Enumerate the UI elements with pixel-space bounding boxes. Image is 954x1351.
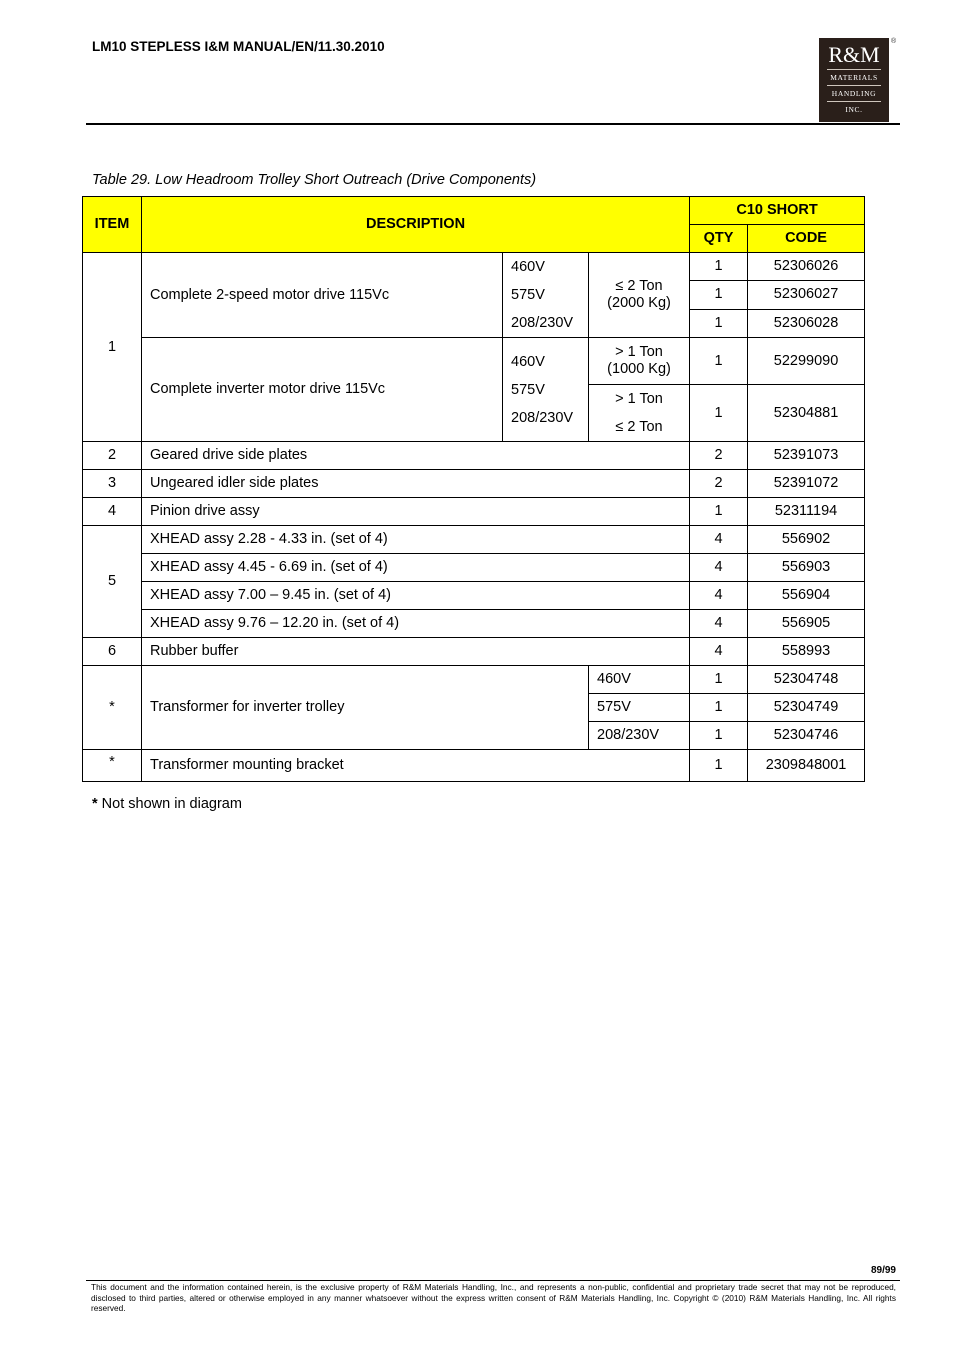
item-description: Geared drive side plates (142, 442, 690, 470)
voltage-value: 208/230V (589, 722, 690, 750)
code-value: 2309848001 (748, 750, 865, 782)
voltage-value: 460V (511, 353, 545, 370)
item-number: 6 (83, 638, 142, 666)
code-value: 556902 (748, 526, 865, 554)
logo-text-inc: INC. (845, 105, 863, 114)
qty-value: 2 (690, 442, 748, 470)
qty-value: 1 (690, 338, 748, 385)
header-code: CODE (748, 225, 865, 253)
capacity-line: ≤ 2 Ton (615, 419, 663, 435)
code-value: 556905 (748, 610, 865, 638)
table-row (83, 610, 865, 638)
code-value: 52391073 (748, 442, 865, 470)
footnote-marker: * (92, 796, 98, 812)
item-number: 4 (83, 498, 142, 526)
footnote-text: Not shown in diagram (97, 796, 242, 812)
capacity-line: > 1 Ton (615, 391, 663, 407)
page-number: 89/99 (870, 1265, 896, 1276)
qty-value: 1 (690, 385, 748, 442)
code-value: 556904 (748, 582, 865, 610)
qty-value: 1 (690, 253, 748, 281)
item-description: XHEAD assy 4.45 - 6.69 in. (set of 4) (142, 554, 690, 582)
item-description: Rubber buffer (142, 638, 690, 666)
code-value: 556903 (748, 554, 865, 582)
code-value: 52299090 (748, 338, 865, 385)
header-qty: QTY (690, 225, 748, 253)
qty-value: 4 (690, 582, 748, 610)
table-row (83, 526, 865, 554)
code-value: 52306027 (748, 281, 865, 309)
capacity (589, 253, 690, 338)
item-description: Transformer mounting bracket (142, 750, 690, 782)
voltage-value: 208/230V (511, 409, 574, 426)
code-value: 52304749 (748, 694, 865, 722)
table-row (83, 750, 865, 782)
code-value: 52391072 (748, 470, 865, 498)
qty-value: 1 (690, 498, 748, 526)
header-c10-short: C10 SHORT (690, 197, 865, 225)
code-value: 52304748 (748, 666, 865, 694)
item-description: Pinion drive assy (142, 498, 690, 526)
item-description: Transformer for inverter trolley (142, 666, 589, 750)
table-row (83, 498, 865, 526)
logo-text-materials: MATERIALS (830, 73, 878, 82)
item-number: * (83, 666, 142, 750)
item-number: * (83, 750, 142, 782)
table-row (83, 554, 865, 582)
logo-text-handling: HANDLING (831, 89, 877, 98)
item-number: 5 (83, 526, 142, 638)
qty-value: 4 (690, 554, 748, 582)
qty-value: 2 (690, 470, 748, 498)
item-description: Complete 2-speed motor drive 115Vc (142, 253, 503, 338)
header-description: DESCRIPTION (142, 197, 690, 253)
capacity-line: (1000 Kg) (607, 361, 671, 377)
item-description: XHEAD assy 7.00 – 9.45 in. (set of 4) (142, 582, 690, 610)
registered-mark: ® (891, 38, 897, 45)
logo-mark: R&M (828, 42, 880, 67)
qty-value: 4 (690, 526, 748, 554)
capacity-line: (2000 Kg) (607, 295, 671, 311)
legal-notice: This document and the information contained herein, is the exclusive property of R&M Materials Handling, Inc., and represents a non-public, confidential and proprietary trade secret that may not be reproduced, disclosed to third parties, altered or otherwise employed in any manner whatsoever without the express written consent of R&M Materials Handling, Inc. Copyright © (2010) R&M Materials Handling, Inc. All rights reserved. (91, 1282, 896, 1313)
table-row (83, 582, 865, 610)
table-row (83, 638, 865, 666)
code-value: 52304881 (748, 385, 865, 442)
table-caption: Table 29. Low Headroom Trolley Short Outreach (Drive Components) (92, 172, 537, 188)
qty-value: 1 (690, 309, 748, 337)
item-description: Ungeared idler side plates (142, 470, 690, 498)
capacity (589, 385, 690, 442)
header-divider (86, 123, 900, 125)
code-value: 52304746 (748, 722, 865, 750)
qty-value: 4 (690, 638, 748, 666)
item-number: 3 (83, 470, 142, 498)
table-row (83, 666, 865, 694)
table-row (83, 253, 865, 281)
item-description: Complete inverter motor drive 115Vc (142, 338, 503, 442)
capacity-line: > 1 Ton (615, 344, 663, 360)
qty-value: 1 (690, 666, 748, 694)
voltage-value: 575V (511, 381, 545, 398)
voltage-value: 460V (589, 666, 690, 694)
voltage-list (503, 338, 589, 442)
item-number: 1 (83, 253, 142, 442)
qty-value: 1 (690, 694, 748, 722)
code-value: 52311194 (748, 498, 865, 526)
parts-table (82, 196, 865, 782)
item-description: XHEAD assy 9.76 – 12.20 in. (set of 4) (142, 610, 690, 638)
table-row (83, 338, 865, 385)
voltage-value: 460V (511, 259, 545, 275)
voltage-value: 575V (589, 694, 690, 722)
footnote (92, 796, 242, 812)
footer-divider (86, 1280, 900, 1281)
document-title: LM10 STEPLESS I&M MANUAL/EN/11.30.2010 (92, 39, 385, 54)
voltage-value: 208/230V (511, 315, 574, 331)
code-value: 52306026 (748, 253, 865, 281)
capacity (589, 338, 690, 385)
item-number: 2 (83, 442, 142, 470)
code-value: 52306028 (748, 309, 865, 337)
header-item: ITEM (83, 197, 142, 253)
qty-value: 1 (690, 281, 748, 309)
capacity-line: ≤ 2 Ton (615, 278, 663, 294)
code-value: 558993 (748, 638, 865, 666)
qty-value: 4 (690, 610, 748, 638)
voltage-list (503, 253, 589, 338)
voltage-value: 575V (511, 287, 545, 303)
company-logo (819, 38, 889, 122)
table-header-row (83, 197, 865, 225)
qty-value: 1 (690, 750, 748, 782)
item-description: XHEAD assy 2.28 - 4.33 in. (set of 4) (142, 526, 690, 554)
qty-value: 1 (690, 722, 748, 750)
table-row (83, 442, 865, 470)
table-row (83, 470, 865, 498)
